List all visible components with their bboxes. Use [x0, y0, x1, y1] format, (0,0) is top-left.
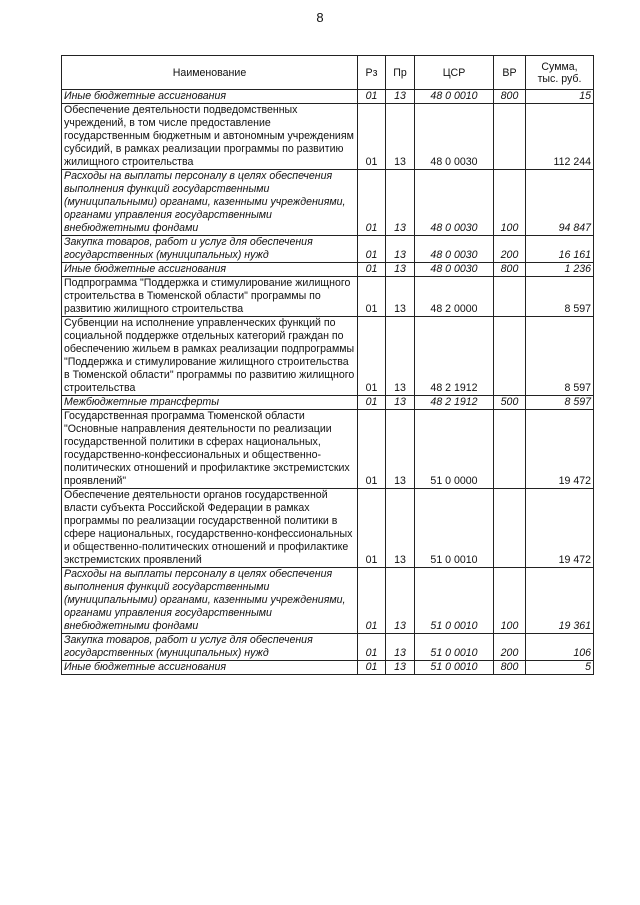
header-pr: Пр — [386, 56, 415, 90]
table-row — [62, 263, 594, 277]
row-vr — [494, 489, 526, 568]
row-rz: 01 — [358, 236, 386, 263]
header-rz: Рз — [358, 56, 386, 90]
row-rz: 01 — [358, 661, 386, 675]
row-csr: 51 0 0000 — [415, 410, 494, 489]
row-name: Межбюджетные трансферты — [62, 396, 358, 410]
row-name: Закупка товаров, работ и услуг для обеспечения государственных (муниципальных) нужд — [62, 236, 358, 263]
table-row — [62, 170, 594, 236]
table-row — [62, 634, 594, 661]
row-csr: 48 2 0000 — [415, 277, 494, 317]
table-row — [62, 568, 594, 634]
row-pr: 13 — [386, 104, 415, 170]
row-name: Обеспечение деятельности органов государственной власти субъекта Российской Федерации в рамках программы по реализации государственной политики в сфере национальных, государственно-конфессиональных и общественно-политических отношений и профилактике экстремистских проявлений — [62, 489, 358, 568]
row-rz: 01 — [358, 317, 386, 396]
row-pr: 13 — [386, 410, 415, 489]
row-name: Закупка товаров, работ и услуг для обеспечения государственных (муниципальных) нужд — [62, 634, 358, 661]
row-sum: 19 472 — [526, 410, 594, 489]
table-row — [62, 90, 594, 104]
row-vr — [494, 277, 526, 317]
header-sum — [526, 56, 594, 90]
row-rz: 01 — [358, 410, 386, 489]
row-vr: 800 — [494, 90, 526, 104]
row-csr: 48 2 1912 — [415, 396, 494, 410]
row-rz: 01 — [358, 489, 386, 568]
row-csr: 51 0 0010 — [415, 489, 494, 568]
row-name: Обеспечение деятельности подведомственных учреждений, в том числе предоставление государственным бюджетным и автономным учреждениям субсидий, в рамках реализации программы по развитию жилищного строительства — [62, 104, 358, 170]
header-name: Наименование — [62, 56, 358, 90]
table-row — [62, 396, 594, 410]
table-header-row — [62, 56, 594, 90]
row-rz: 01 — [358, 277, 386, 317]
row-name: Подпрограмма "Поддержка и стимулирование жилищного строительства в Тюменской области" программы по развитию жилищного строительства — [62, 277, 358, 317]
table-row — [62, 236, 594, 263]
row-csr: 51 0 0010 — [415, 634, 494, 661]
row-vr: 800 — [494, 661, 526, 675]
row-csr: 48 2 1912 — [415, 317, 494, 396]
row-pr: 13 — [386, 489, 415, 568]
row-vr: 200 — [494, 236, 526, 263]
row-sum: 112 244 — [526, 104, 594, 170]
row-vr — [494, 104, 526, 170]
row-name: Субвенции на исполнение управленческих функций по социальной поддержке отдельных категорий граждан по обеспечению жильем в рамках реализации подпрограммы "Поддержка и стимулирование жилищного строительства в Тюменской области" программы по развитию жилищного строительства — [62, 317, 358, 396]
row-rz: 01 — [358, 568, 386, 634]
page-number: 8 — [316, 10, 324, 25]
row-sum: 1 236 — [526, 263, 594, 277]
row-vr: 500 — [494, 396, 526, 410]
row-sum: 8 597 — [526, 317, 594, 396]
header-vr: ВР — [494, 56, 526, 90]
row-rz: 01 — [358, 634, 386, 661]
row-pr: 13 — [386, 317, 415, 396]
row-name: Иные бюджетные ассигнования — [62, 263, 358, 277]
row-pr: 13 — [386, 263, 415, 277]
table-body — [62, 90, 594, 675]
row-rz: 01 — [358, 170, 386, 236]
table-row — [62, 410, 594, 489]
row-vr — [494, 317, 526, 396]
table-row — [62, 489, 594, 568]
row-name: Иные бюджетные ассигнования — [62, 90, 358, 104]
table-row — [62, 661, 594, 675]
row-name: Государственная программа Тюменской области "Основные направления деятельности по реализации государственной политики в сферах национальных, государственно-конфессиональных и общественно-политических отношений и профилактике экстремистских проявлений" — [62, 410, 358, 489]
row-pr: 13 — [386, 568, 415, 634]
row-csr: 48 0 0030 — [415, 236, 494, 263]
row-sum: 8 597 — [526, 396, 594, 410]
row-rz: 01 — [358, 90, 386, 104]
row-sum: 8 597 — [526, 277, 594, 317]
row-sum: 94 847 — [526, 170, 594, 236]
row-name: Расходы на выплаты персоналу в целях обеспечения выполнения функций государственными (муниципальными) органами, казенными учреждениями, органами управления государственными внебюджетными фондами — [62, 170, 358, 236]
row-pr: 13 — [386, 396, 415, 410]
row-name: Расходы на выплаты персоналу в целях обеспечения выполнения функций государственными (муниципальными) органами, казенными учреждениями, органами управления государственными внебюджетными фондами — [62, 568, 358, 634]
budget-table — [61, 55, 594, 675]
header-sum-line1: Сумма, — [541, 60, 578, 73]
row-csr: 51 0 0010 — [415, 661, 494, 675]
row-vr: 100 — [494, 170, 526, 236]
row-csr: 48 0 0030 — [415, 263, 494, 277]
row-csr: 48 0 0030 — [415, 104, 494, 170]
row-csr: 48 0 0030 — [415, 170, 494, 236]
row-pr: 13 — [386, 661, 415, 675]
row-pr: 13 — [386, 170, 415, 236]
row-sum: 106 — [526, 634, 594, 661]
header-csr: ЦСР — [415, 56, 494, 90]
row-vr: 100 — [494, 568, 526, 634]
row-csr: 48 0 0010 — [415, 90, 494, 104]
header-sum-line2: тыс. руб. — [537, 72, 582, 85]
row-sum: 19 361 — [526, 568, 594, 634]
row-sum: 16 161 — [526, 236, 594, 263]
table-row — [62, 317, 594, 396]
row-csr: 51 0 0010 — [415, 568, 494, 634]
row-pr: 13 — [386, 236, 415, 263]
row-rz: 01 — [358, 104, 386, 170]
row-rz: 01 — [358, 396, 386, 410]
row-vr — [494, 410, 526, 489]
row-vr: 800 — [494, 263, 526, 277]
row-pr: 13 — [386, 634, 415, 661]
row-sum: 19 472 — [526, 489, 594, 568]
table-row — [62, 277, 594, 317]
row-pr: 13 — [386, 90, 415, 104]
row-vr: 200 — [494, 634, 526, 661]
row-rz: 01 — [358, 263, 386, 277]
row-pr: 13 — [386, 277, 415, 317]
row-sum: 5 — [526, 661, 594, 675]
row-name: Иные бюджетные ассигнования — [62, 661, 358, 675]
row-sum: 15 — [526, 90, 594, 104]
table-row — [62, 104, 594, 170]
